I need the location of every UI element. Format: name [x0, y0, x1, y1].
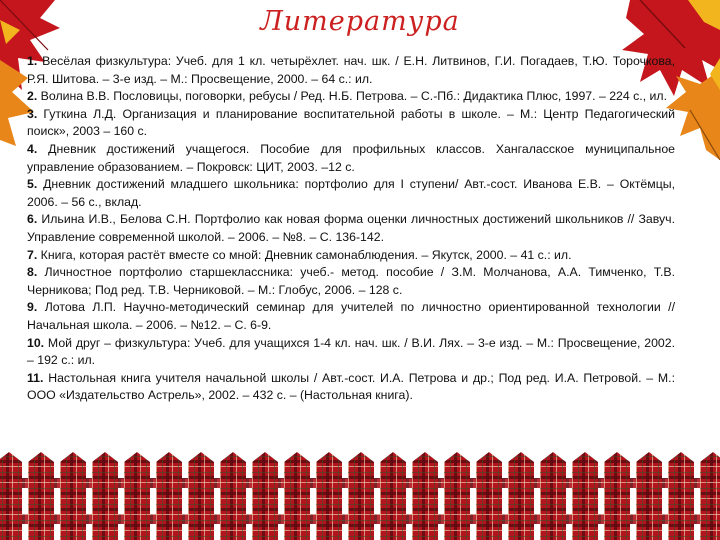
fence-picket — [476, 452, 502, 540]
item-text: Дневник достижений учащегося. Пособие для профильных классов. Хангаласское муниципальное управление образованием. – Покровск: ЦИТ, 2003. –12 с. — [27, 141, 675, 174]
fence-picket — [540, 452, 566, 540]
item-text: Волина В.В. Пословицы, поговорки, ребусы / Ред. Н.Б. Петрова. – С.-Пб.: Дидактика Плюс, 1997. – 224 с., ил. — [37, 89, 668, 104]
item-number: 8. — [27, 265, 38, 280]
item-number: 11. — [27, 370, 44, 385]
fence-picket — [380, 452, 406, 540]
fence-picket — [444, 452, 470, 540]
item-text: Ильина И.В., Белова С.Н. Портфолио как новая форма оценки личностных достижений школьников // Завуч. Управление современной школой. – 2006. – №8. – С. 136-142. — [27, 212, 675, 244]
item-text: Личностное портфолио старшеклассника: учеб.- метод. пособие / З.М. Молчанова, А.А. Тимченко, Т.В. Черникова; Под ред. Т.В. Черниковой. – М.: Глобус, 2006. – 128 с. — [27, 265, 675, 297]
bibliography-list — [27, 53, 675, 405]
list-item — [27, 141, 675, 176]
fence-picket — [124, 452, 150, 540]
list-item — [27, 176, 675, 211]
item-text: Мой друг – физкультура: Учеб. для учащихся 1-4 кл. нач. шк. / В.И. Лях. – 3-е изд. – М.: Просвещение, 2002. – 192 с.: ил. — [27, 335, 675, 368]
list-item — [27, 106, 675, 141]
fence-rail-bottom — [0, 514, 720, 524]
fence-picket — [700, 452, 720, 540]
list-item — [27, 299, 675, 334]
fence-picket — [60, 452, 86, 540]
item-text: Дневник достижений младшего школьника: портфолио для I ступени/ Авт.-сост. Иванова Е.В. – Октёмцы, 2006. – 56 с., вклад. — [27, 177, 675, 209]
item-text: Весёлая физкультура: Учеб. для 1 кл. четырёхлет. нач. шк. / Е.Н. Литвинов, Г.И. Погадаев, Т.Ю. Торочкова, Р.Я. Шитова. – 3-е изд. – М.: Просвещение, 2000. – 64 с.: ил. — [27, 54, 675, 86]
list-item — [27, 88, 675, 106]
item-number: 10. — [27, 335, 45, 350]
fence-rail-top — [0, 478, 720, 488]
item-number: 2. — [27, 89, 38, 104]
list-item — [27, 53, 675, 88]
item-number: 7. — [27, 247, 38, 262]
fence-picket — [348, 452, 374, 540]
fence-picket — [604, 452, 630, 540]
item-text: Лотова Л.П. Научно-методический семинар для учителей по личностно ориентированной технологии // Начальная школа. – 2006. – №12. – С. 6-9. — [27, 300, 675, 332]
fence-picket — [636, 452, 662, 540]
item-text: Гуткина Л.Д. Организация и планирование воспитательной работы в школе. – М.: Центр Педагогический поиск», 2003 – 160 с. — [27, 106, 675, 139]
item-number: 4. — [27, 141, 38, 156]
list-item — [27, 370, 675, 405]
item-number: 9. — [27, 300, 38, 315]
item-text: Книга, которая растёт вместе со мной: Дневник самонаблюдения. – Якутск, 2000. – 41 с.: ил. — [37, 247, 572, 262]
fence-picket — [412, 452, 438, 540]
item-text: Настольная книга учителя начальной школы / Авт.-сост. И.А. Петрова и др.; Под ред. И.А. Петровой. – М.: ООО «Издательство Астрель», 2002. – 432 с. – (Настольная книга). — [27, 370, 675, 403]
item-number: 1. — [27, 54, 38, 68]
list-item — [27, 211, 675, 246]
fence-picket — [284, 452, 310, 540]
page-title: Литература — [260, 6, 460, 37]
list-item — [27, 247, 675, 265]
plaid-fence-decoration — [0, 438, 720, 540]
fence-picket — [28, 452, 54, 540]
fence-picket — [316, 452, 342, 540]
fence-picket — [92, 452, 118, 540]
fence-picket — [252, 452, 278, 540]
item-number: 6. — [27, 212, 38, 227]
list-item — [27, 264, 675, 299]
fence-picket — [668, 452, 694, 540]
fence-picket — [0, 452, 22, 540]
fence-picket — [156, 452, 182, 540]
fence-picket — [572, 452, 598, 540]
fence-picket — [220, 452, 246, 540]
fence-picket — [508, 452, 534, 540]
item-number: 5. — [27, 177, 38, 192]
fence-picket — [188, 452, 214, 540]
list-item — [27, 335, 675, 370]
item-number: 3. — [27, 106, 38, 121]
